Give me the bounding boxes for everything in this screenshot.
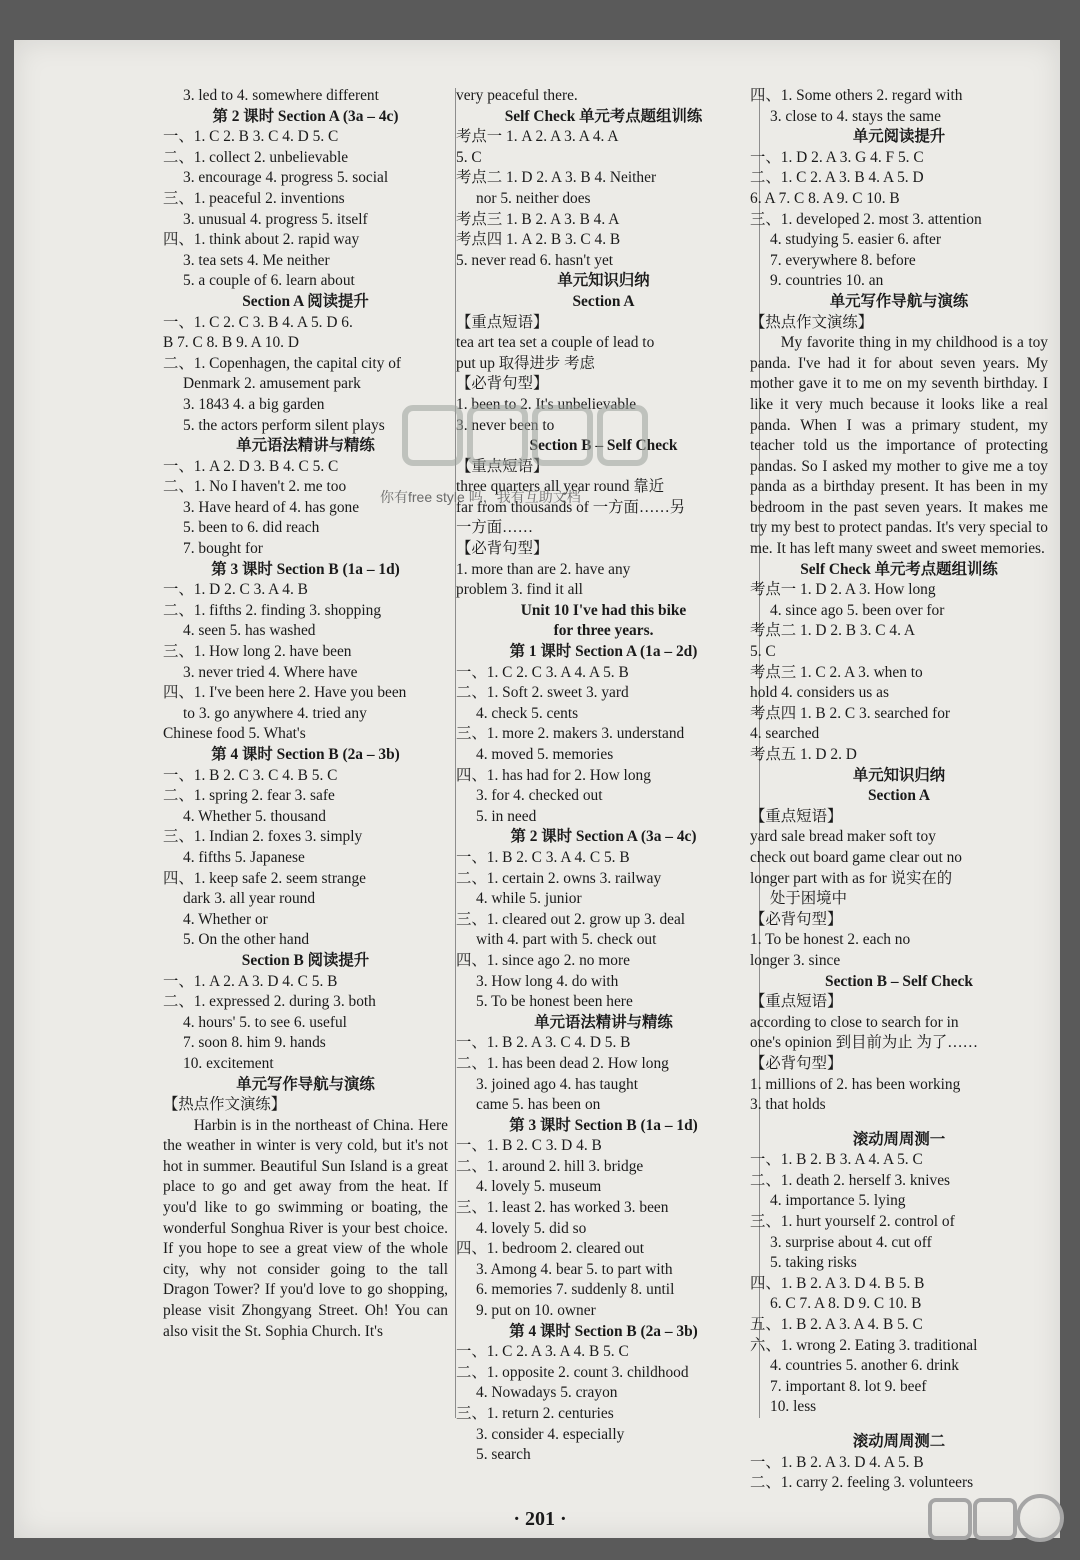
answer-line: 4. Whether or xyxy=(183,910,268,928)
answer-line: 10. less xyxy=(770,1398,817,1416)
watermark-logo xyxy=(400,400,650,470)
answer-line: put up 取得进步 考虑 xyxy=(456,354,595,372)
answer-line: 三、1. peaceful 2. inventions xyxy=(163,189,345,207)
answer-line: 二、1. Copenhagen, the capital city of xyxy=(163,354,402,372)
answer-line: 1. been to 2. It's unbelievable xyxy=(456,395,637,413)
section-heading: 滚动周周测二 xyxy=(852,1433,946,1450)
answer-line: 3. for 4. checked out xyxy=(476,787,603,805)
answer-line: 一、1. C 2. A 3. A 4. B 5. C xyxy=(456,1343,629,1361)
answer-line: 5. the actors perform silent plays xyxy=(183,416,385,434)
answer-line: 三、1. How long 2. have been xyxy=(163,643,352,661)
answer-line: 3. close to 4. stays the same xyxy=(770,107,941,125)
answer-line: 4. while 5. junior xyxy=(476,890,582,908)
section-heading: Section B – Self Check xyxy=(825,972,973,990)
essay-paragraph: Harbin is in the northeast of China. Here the weather in winter is very cold, but it's not hot in summer. Beautiful Sun Island is a great place to go and get away from the heat. If you'd like to go swimming or boating, the wonderful Songhua River is your best choice. If you hope to see a great view of the whole city, why not consider going to the tall Dragon Tower? If you'd love to go shopping, please visit Zhongyang Street. Oh! You can also visit the St. Sophia Church. It's xyxy=(163,1116,448,1340)
answer-line: 3. 1843 4. a big garden xyxy=(183,395,325,413)
section-heading: for three years. xyxy=(553,622,654,640)
answer-line: 四、1. since ago 2. no more xyxy=(456,951,630,969)
section-heading: 第 3 课时 Section B (1a – 1d) xyxy=(211,560,400,578)
section-heading: Unit 10 I've had this bike xyxy=(520,601,687,619)
answer-line: longer part with as for 说实在的 xyxy=(750,869,953,887)
answer-line: 三、1. hurt yourself 2. control of xyxy=(750,1213,955,1231)
answer-line: 4. fifths 5. Japanese xyxy=(183,848,305,866)
section-heading: 滚动周周测一 xyxy=(852,1130,946,1148)
section-heading: Self Check 单元考点题组训练 xyxy=(504,107,703,125)
answer-line: 5. C xyxy=(456,148,482,166)
answer-line: 四、1. bedroom 2. cleared out xyxy=(456,1240,645,1258)
answer-line: 考点一 1. D 2. A 3. How long xyxy=(750,581,936,599)
section-heading: Section A 阅读提升 xyxy=(242,292,369,310)
answer-line: nor 5. neither does xyxy=(476,189,591,207)
answer-line: 考点二 1. D 2. A 3. B 4. Neither xyxy=(456,169,657,187)
answer-line: 3. joined ago 4. has taught xyxy=(476,1075,638,1093)
answer-line: Chinese food 5. What's xyxy=(163,725,306,743)
answer-line: 1. more than are 2. have any xyxy=(456,560,631,578)
answer-line: 考点四 1. B 2. C 3. searched for xyxy=(750,704,951,722)
answer-line: 4. countries 5. another 6. drink xyxy=(770,1357,959,1375)
answer-line: 【必背句型】 xyxy=(456,540,549,558)
answer-line: 一、1. B 2. C 3. D 4. B xyxy=(456,1137,602,1155)
answer-line: 一、1. B 2. A 3. D 4. A 5. B xyxy=(750,1453,924,1471)
answer-line: 7. everywhere 8. before xyxy=(770,251,916,269)
answer-line: 4. searched xyxy=(750,725,820,743)
section-heading: 单元写作导航与演练 xyxy=(829,292,969,310)
answer-line: 【必背句型】 xyxy=(750,910,843,928)
answer-line: 一、1. C 2. C 3. B 4. A 5. D 6. xyxy=(163,313,353,331)
answer-line: 1. To be honest 2. each no xyxy=(750,931,911,949)
section-heading: 单元语法精讲与精练 xyxy=(534,1013,673,1031)
answer-line: 一、1. A 2. D 3. B 4. C 5. C xyxy=(163,457,339,475)
answer-line: 5. a couple of 6. learn about xyxy=(183,272,355,290)
answer-line: 4. Nowadays 5. crayon xyxy=(476,1384,618,1402)
answer-line: 三、1. return 2. centuries xyxy=(456,1405,614,1422)
answer-line: 考点五 1. D 2. D xyxy=(750,746,857,763)
answer-line: 【必背句型】 xyxy=(456,375,549,393)
answer-line: came 5. has been on xyxy=(476,1096,601,1114)
answer-line: dark 3. all year round xyxy=(183,890,316,908)
answer-line: 考点二 1. D 2. B 3. C 4. A xyxy=(750,622,916,640)
answer-line: 考点三 1. B 2. A 3. B 4. A xyxy=(456,210,620,228)
answer-line: 考点四 1. A 2. B 3. C 4. B xyxy=(456,231,621,249)
answer-line: 5. never read 6. hasn't yet xyxy=(456,251,614,269)
answer-line: 三、1. more 2. makers 3. understand xyxy=(456,725,685,743)
answer-line: three quarters all year round 靠近 xyxy=(456,478,665,496)
answer-line: one's opinion 到目前为止 为了…… xyxy=(750,1034,979,1052)
section-heading: 第 2 课时 Section A (3a – 4c) xyxy=(212,107,399,125)
answer-line: 7. important 8. lot 9. beef xyxy=(770,1377,927,1395)
answer-line: 5. in need xyxy=(476,807,537,825)
answer-line: 5. To be honest been here xyxy=(476,993,633,1011)
answer-line: 10. excitement xyxy=(183,1054,274,1072)
answer-line: 二、1. around 2. hill 3. bridge xyxy=(456,1157,644,1175)
answer-line: 9. put on 10. owner xyxy=(476,1302,596,1320)
answer-line: 4. since ago 5. been over for xyxy=(770,601,945,619)
answer-line: 一方面…… xyxy=(456,519,533,537)
answer-line: 一、1. D 2. A 3. G 4. F 5. C xyxy=(750,148,924,166)
answer-line: 一、1. B 2. A 3. C 4. D 5. B xyxy=(456,1034,631,1052)
answer-line: 3. led to 4. somewhere different xyxy=(183,87,379,104)
watermark-caption: 你有free style 吗，我有互助文档 xyxy=(380,489,581,505)
section-heading: 第 3 课时 Section B (1a – 1d) xyxy=(509,1116,698,1134)
answer-line: 一、1. B 2. C 3. C 4. B 5. C xyxy=(163,766,338,784)
answer-line: 一、1. B 2. C 3. A 4. C 5. B xyxy=(456,848,630,866)
answer-line: 四、1. think about 2. rapid way xyxy=(163,231,360,249)
answer-line: 二、1. collect 2. unbelievable xyxy=(163,148,349,166)
answer-line: 3. encourage 4. progress 5. social xyxy=(183,169,389,187)
answer-column-middle xyxy=(456,86,751,1466)
answer-line: far from thousands of 一方面……另 xyxy=(456,498,686,516)
answer-line: 处于困境中 xyxy=(770,890,847,908)
answer-line: 4. lovely 5. museum xyxy=(476,1178,602,1196)
answer-line: 5. search xyxy=(476,1446,531,1464)
answer-line: 3. unusual 4. progress 5. itself xyxy=(183,210,368,228)
answer-line: 三、1. Indian 2. foxes 3. simply xyxy=(163,828,363,846)
answer-line: 【重点短语】 xyxy=(750,807,843,825)
answer-line: 5. C xyxy=(750,643,776,661)
answer-line: Denmark 2. amusement park xyxy=(183,375,361,393)
answer-line: 二、1. Soft 2. sweet 3. yard xyxy=(456,684,629,702)
page-number: · 201 · xyxy=(513,1508,567,1530)
section-heading: 单元语法精讲与精练 xyxy=(236,437,375,455)
answer-line: 一、1. C 2. B 3. C 4. D 5. C xyxy=(163,128,339,146)
answer-line: 3. Have heard of 4. has gone xyxy=(183,498,360,516)
answer-line: very peaceful there. xyxy=(456,87,578,104)
answer-line: longer 3. since xyxy=(750,951,841,969)
answer-column-left xyxy=(163,86,448,1342)
answer-line: 一、1. A 2. A 3. D 4. C 5. B xyxy=(163,972,338,990)
answer-line: 5. been to 6. did reach xyxy=(183,519,320,537)
answer-line: 四、1. I've been here 2. Have you been xyxy=(163,684,407,702)
answer-line: 【重点短语】 xyxy=(750,993,843,1011)
answer-line: problem 3. find it all xyxy=(456,581,583,599)
answer-line: 4. seen 5. has washed xyxy=(183,622,316,640)
section-heading: 单元写作导航与演练 xyxy=(236,1075,375,1093)
section-heading: 单元知识归纳 xyxy=(852,766,946,784)
answer-line: 二、1. spring 2. fear 3. safe xyxy=(163,787,335,805)
answer-site-logo xyxy=(920,1490,1070,1550)
answer-line: 3. surprise about 4. cut off xyxy=(770,1233,932,1251)
answer-line: tea art tea set a couple of lead to xyxy=(456,334,655,352)
answer-line: yard sale bread maker soft toy xyxy=(750,828,936,846)
answer-line: 【重点短语】 xyxy=(456,457,549,475)
answer-line xyxy=(750,1418,1048,1432)
answer-line: 三、1. least 2. has worked 3. been xyxy=(456,1199,669,1217)
answer-line: 考点一 1. A 2. A 3. A 4. A xyxy=(456,128,619,146)
answer-line: 四、1. Some others 2. regard with xyxy=(750,87,963,104)
answer-line: to 3. go anywhere 4. tried any xyxy=(183,704,367,722)
answer-line: 4. Whether 5. thousand xyxy=(183,807,326,825)
answer-line: 9. countries 10. an xyxy=(770,272,884,290)
section-heading: 第 4 课时 Section B (2a – 3b) xyxy=(509,1322,698,1340)
answer-line xyxy=(750,1116,1048,1130)
answer-line: 五、1. B 2. A 3. A 4. B 5. C xyxy=(750,1316,923,1334)
answer-line: 【重点短语】 xyxy=(456,313,549,331)
answer-line: 一、1. B 2. B 3. A 4. A 5. C xyxy=(750,1151,923,1169)
answer-line: 7. soon 8. him 9. hands xyxy=(183,1034,326,1052)
section-heading: Section B – Self Check xyxy=(529,437,678,455)
section-heading: Section A xyxy=(868,787,930,805)
answer-line: 四、1. has had for 2. How long xyxy=(456,766,651,784)
answer-line: 1. millions of 2. has been working xyxy=(750,1075,961,1093)
section-heading: 第 1 课时 Section A (1a – 2d) xyxy=(509,643,698,661)
answer-line: 六、1. wrong 2. Eating 3. traditional xyxy=(750,1336,978,1354)
answer-line: 【必背句型】 xyxy=(750,1054,843,1072)
section-heading: 第 4 课时 Section B (2a – 3b) xyxy=(211,746,400,763)
answer-line: 【热点作文演练】 xyxy=(750,313,874,331)
answer-line: 三、1. cleared out 2. grow up 3. deal xyxy=(456,910,686,928)
answer-line: 3. never been to xyxy=(456,416,555,434)
answer-line: B 7. C 8. B 9. A 10. D xyxy=(163,334,299,352)
answer-line: 7. bought for xyxy=(183,540,263,558)
section-heading: 单元阅读提升 xyxy=(852,128,946,146)
answer-line: 4. moved 5. memories xyxy=(476,746,614,763)
answer-line: 3. Among 4. bear 5. to part with xyxy=(476,1260,673,1278)
section-heading: 单元知识归纳 xyxy=(557,272,650,290)
answer-line: 4. importance 5. lying xyxy=(770,1192,906,1210)
section-heading: Self Check 单元考点题组训练 xyxy=(800,560,998,578)
answer-line: according to close to search for in xyxy=(750,1013,959,1031)
answer-line: 4. lovely 5. did so xyxy=(476,1219,587,1237)
answer-line: 二、1. carry 2. feeling 3. volunteers xyxy=(750,1474,974,1492)
answer-line: 一、1. D 2. C 3. A 4. B xyxy=(163,581,308,599)
answer-line: 四、1. B 2. A 3. D 4. B 5. B xyxy=(750,1274,925,1292)
answer-line: 3. consider 4. especially xyxy=(476,1425,625,1443)
answer-line: check out board game clear out no xyxy=(750,848,962,866)
answer-line: 3. never tried 4. Where have xyxy=(183,663,358,681)
answer-line: 考点三 1. C 2. A 3. when to xyxy=(750,663,923,681)
answer-line: 二、1. death 2. herself 3. knives xyxy=(750,1171,951,1189)
answer-line: 5. taking risks xyxy=(770,1254,857,1272)
answer-line: 6. C 7. A 8. D 9. C 10. B xyxy=(770,1295,922,1313)
answer-line: 3. that holds xyxy=(750,1096,826,1114)
answer-line: 一、1. C 2. C 3. A 4. A 5. B xyxy=(456,663,629,681)
answer-line: 二、1. expressed 2. during 3. both xyxy=(163,993,376,1011)
answer-line: 4. check 5. cents xyxy=(476,704,579,722)
answer-line: 6. A 7. C 8. A 9. C 10. B xyxy=(750,189,900,207)
answer-line: 二、1. C 2. A 3. B 4. A 5. D xyxy=(750,169,924,187)
answer-line: 3. tea sets 4. Me neither xyxy=(183,251,330,269)
answer-line: 3. How long 4. do with xyxy=(476,972,619,990)
section-heading: 第 2 课时 Section A (3a – 4c) xyxy=(510,828,697,846)
answer-line: 【热点作文演练】 xyxy=(163,1096,287,1114)
answer-line: with 4. part with 5. check out xyxy=(476,931,657,949)
answer-line: 6. memories 7. suddenly 8. until xyxy=(476,1281,675,1299)
answer-line: 二、1. fifths 2. finding 3. shopping xyxy=(163,601,382,619)
answer-line: 四、1. keep safe 2. seem strange xyxy=(163,869,367,887)
answer-line: 4. hours' 5. to see 6. useful xyxy=(183,1013,347,1031)
section-heading: Section B 阅读提升 xyxy=(241,951,370,969)
section-heading: Section A xyxy=(572,292,635,310)
answer-line: 二、1. has been dead 2. How long xyxy=(456,1054,669,1072)
answer-line: 4. studying 5. easier 6. after xyxy=(770,231,941,249)
answer-line: 二、1. certain 2. owns 3. railway xyxy=(456,869,662,887)
answer-line: 二、1. No I haven't 2. me too xyxy=(163,478,347,496)
answer-line: 三、1. developed 2. most 3. attention xyxy=(750,210,982,228)
answer-line: hold 4. considers us as xyxy=(750,684,889,702)
answer-line: 二、1. opposite 2. count 3. childhood xyxy=(456,1363,689,1381)
answer-line: 5. On the other hand xyxy=(183,931,310,949)
essay-paragraph: My favorite thing in my childhood is a toy panda. I've had it for about seven years. My mother gave it to me on my seventh birthday. I like it very much because it looks like a real panda. When I was a primary student, my teacher told us the importance of protecting pandas. So I asked my mother to give me a toy panda as a birthday present. It has been in my bedroom in the past seven years. It makes me try my best to protect pandas. It's very special to me. It has left many sweet and sweet memories. xyxy=(750,334,1048,558)
answer-column-right xyxy=(750,86,1048,1494)
